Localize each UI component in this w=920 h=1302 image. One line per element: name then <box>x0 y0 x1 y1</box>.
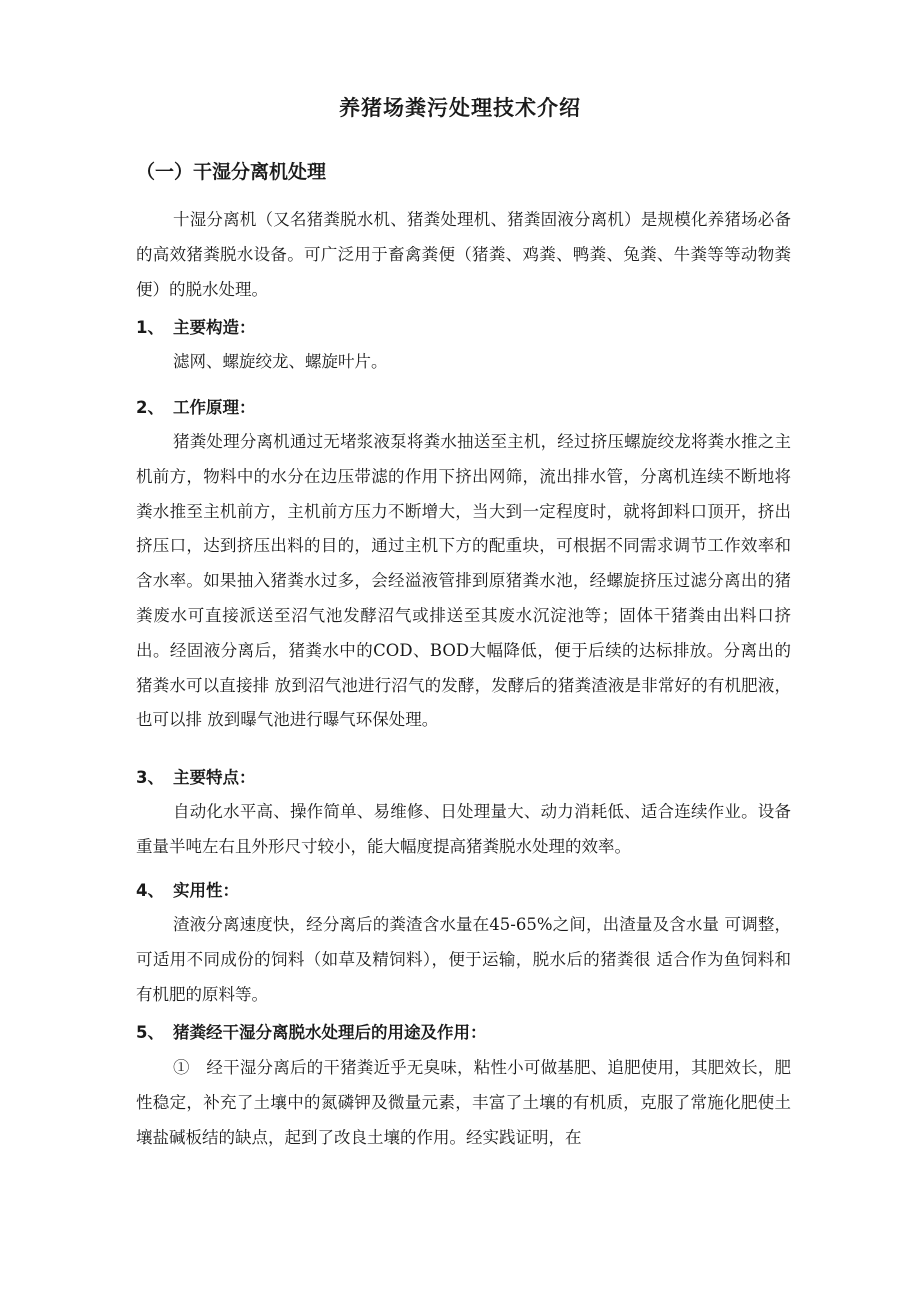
item-paragraph-practicality: 渣液分离速度快，经分离后的粪渣含水量在45-65%之间，出渣量及含水量 可调整，可适用不同成份的饲料（如草及精饲料），便于运输，脱水后的猪粪很 适合作为鱼饲料和有机肥的原料等。 <box>136 915 791 1004</box>
item-heading-uses <box>136 1019 487 1043</box>
item-heading-practicality <box>136 877 239 901</box>
item-paragraph-principle: 猪粪处理分离机通过无堵浆液泵将粪水抽送至主机，经过挤压螺旋绞龙将粪水推之主机前方，物料中的水分在边压带滤的作用下挤出网筛，流出排水管，分离机连续不断地将粪水推至主机前方，主机前方压力不断增大，当大到一定程度时，就将卸料口顶开，挤出挤压口，达到挤压出料的目的，通过主机下方的配重块，可根据不同需求调节工作效率和含水率。如果抽入猪粪水过多，会经溢液管排到原猪粪水池，经螺旋挤压过滤分离出的猪粪废水可直接派送至沼气池发酵沼气或排送至其废水沉淀池等；固体干猪粪由出料口挤出。经固液分离后，猪粪水中的COD、BOD大幅降低，便于后续的达标排放。分离出的猪粪水可以直接排 放到沼气池进行沼气的发酵，发酵后的猪粪渣液是非常好的有机肥液，也可以排 放到曝气池进行曝气环保处理。 <box>136 432 791 730</box>
section-heading: （一）干湿分离机处理 <box>136 161 327 183</box>
item-heading-principle <box>136 394 256 418</box>
item-heading-features <box>136 764 256 788</box>
item-number: 5、 <box>136 1023 164 1042</box>
item-paragraph-structure: 滤网、螺旋绞龙、螺旋叶片。 <box>173 352 388 371</box>
item-label: 主要构造： <box>173 318 256 337</box>
intro-paragraph: 十湿分离机（又名猪粪脱水机、猪粪处理机、猪粪固液分离机）是规模化养猪场必备的高效猪粪脱水设备。可广泛用于畜禽粪便（猪粪、鸡粪、鸭粪、兔粪、牛粪等等动物粪便）的脱水处理。 <box>136 210 791 299</box>
item-label: 实用性： <box>173 881 239 900</box>
item-paragraph-uses: ① 经干湿分离后的干猪粪近乎无臭味，粘性小可做基肥、追肥使用，其肥效长，肥性稳定，补充了土壤中的氮磷钾及微量元素，丰富了土壤的有机质，克服了常施化肥使土壤盐碱板结的缺点，起到了改良土壤的作用。经实践证明，在 <box>136 1058 791 1147</box>
item-heading-structure <box>136 314 256 338</box>
item-number: 2、 <box>136 398 164 417</box>
item-label: 工作原理： <box>173 398 256 417</box>
item-number: 4、 <box>136 881 164 900</box>
item-paragraph-features: 自动化水平高、操作简单、易维修、日处理量大、动力消耗低、适合连续作业。设备重量半吨左右且外形尺寸较小，能大幅度提高猪粪脱水处理的效率。 <box>136 802 791 856</box>
item-label: 猪粪经干湿分离脱水处理后的用途及作用： <box>173 1023 487 1042</box>
item-number: 1、 <box>136 318 164 337</box>
item-number: 3、 <box>136 768 164 787</box>
item-label: 主要特点： <box>173 768 256 787</box>
document-title: 养猪场粪污处理技术介绍 <box>339 96 581 120</box>
